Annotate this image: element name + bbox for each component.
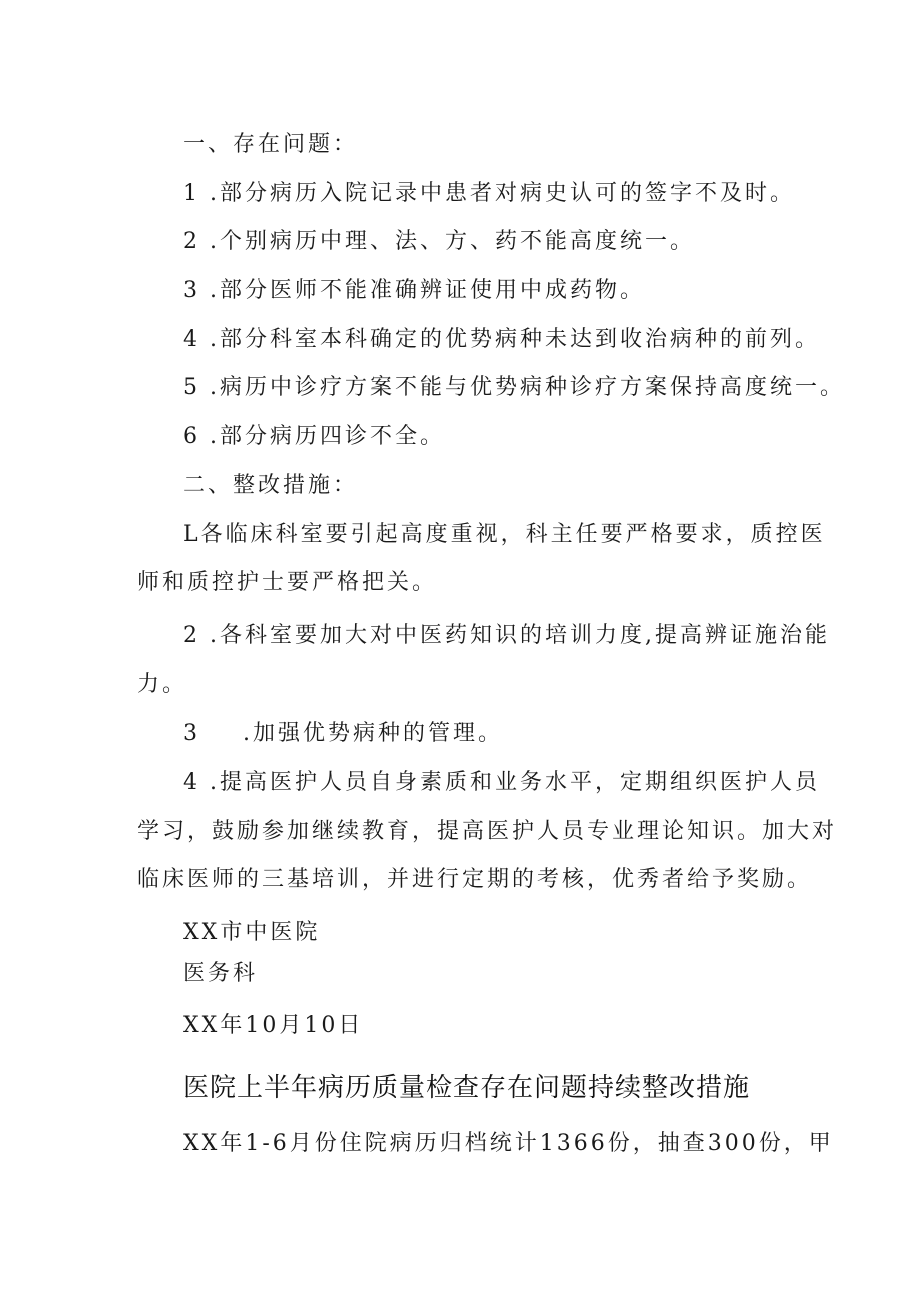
section-heading-measures: 二、整改措施： (183, 473, 359, 498)
problem-item-3: 3 .部分医师不能准确辨证使用中成药物。 (183, 278, 645, 303)
measure-2-line-1: 2 .各科室要加大对中医药知识的培训力度,提高辨证施治能 (183, 623, 830, 648)
measure-4-line-2: 学习，鼓励参加继续教育，提高医护人员专业理论知识。加大对 (137, 819, 838, 844)
signature-dept: 医务科 (183, 961, 259, 986)
measure-4-line-3: 临床医师的三基培训，并进行定期的考核，优秀者给予奖励。 (137, 867, 813, 892)
measure-3-text: .加强优势病种的管理。 (243, 721, 503, 746)
measure-1-line-1: L各临床科室要引起高度重视，科主任要严格要求，质控医 (183, 522, 826, 547)
measure-4-line-1: 4 .提高医护人员自身素质和业务水平，定期组织医护人员 (183, 770, 820, 795)
section-heading-problems: 一、存在问题： (183, 132, 359, 157)
problem-item-4: 4 .部分科室本科确定的优势病种未达到收治病种的前列。 (183, 327, 820, 352)
signature-org: XX市中医院 (183, 920, 321, 945)
measure-2-line-2: 力。 (137, 672, 188, 697)
measure-3-number: 3 (183, 721, 200, 746)
signature-date: XX年10月10日 (183, 1013, 364, 1038)
article-title: 医院上半年病历质量检查存在问题持续整改措施 (183, 1073, 751, 1103)
measure-1-line-2: 师和质控护士要严格把关。 (137, 570, 438, 595)
problem-item-1: 1 .部分病历入院记录中患者对病史认可的签字不及时。 (183, 181, 795, 206)
problem-item-6: 6 .部分病历四诊不全。 (183, 424, 445, 449)
article-first-line: XX年1-6月份住院病历归档统计1366份，抽查300份，甲 (183, 1131, 834, 1156)
problem-item-2: 2 .个别病历中理、法、方、药不能高度统一。 (183, 229, 695, 254)
problem-item-5: 5 .病历中诊疗方案不能与优势病种诊疗方案保持高度统一。 (183, 375, 845, 400)
